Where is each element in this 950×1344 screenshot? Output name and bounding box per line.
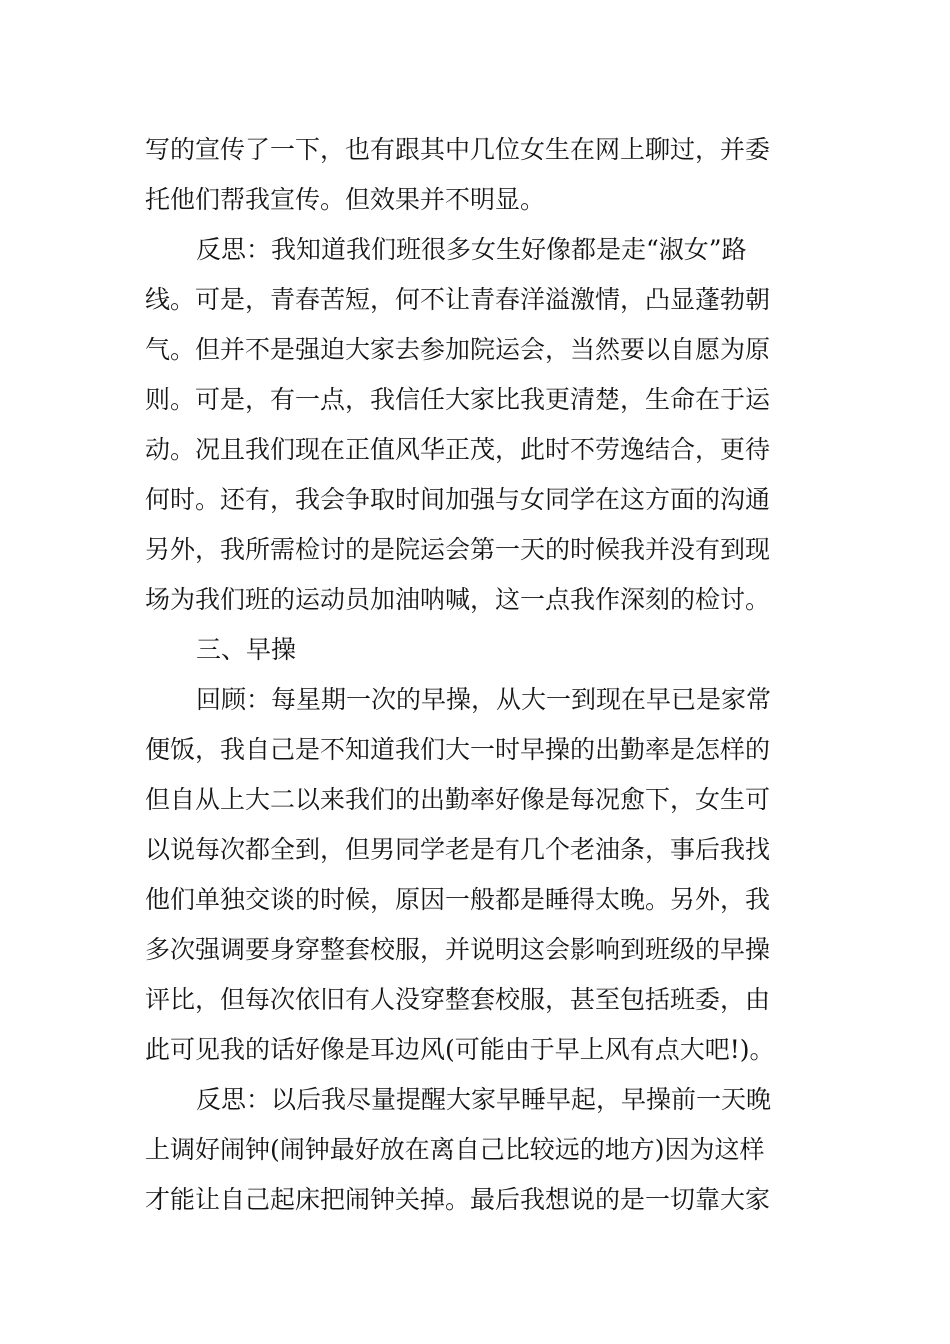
text-line: 上调好闹钟(闹钟最好放在离自己比较远的地方)因为这样	[145, 1135, 765, 1164]
text-line: 便饭，我自己是不知道我们大一时早操的出勤率是怎样的	[145, 735, 771, 764]
paragraph-first-line: 反思：我知道我们班很多女生好像都是走“淑女”路	[196, 235, 747, 264]
text-line: 场为我们班的运动员加油呐喊，这一点我作深刻的检讨。	[145, 585, 771, 614]
text-line: 另外，我所需检讨的是院运会第一天的时候我并没有到现	[145, 535, 771, 564]
text-line: 他们单独交谈的时候，原因一般都是睡得太晚。另外，我	[145, 885, 771, 914]
text-line: 线。可是，青春苦短，何不让青春洋溢激情，凸显蓬勃朝	[145, 285, 771, 314]
text-line: 以说每次都全到，但男同学老是有几个老油条，事后我找	[145, 835, 771, 864]
text-line: 才能让自己起床把闹钟关掉。最后我想说的是一切靠大家	[145, 1185, 771, 1214]
text-line: 托他们帮我宣传。但效果并不明显。	[145, 185, 546, 214]
text-line: 何时。还有，我会争取时间加强与女同学在这方面的沟通	[145, 485, 771, 514]
text-line: 评比，但每次依旧有人没穿整套校服，甚至包括班委，由	[145, 985, 771, 1014]
paragraph-first-line: 回顾：每星期一次的早操，从大一到现在早已是家常	[196, 685, 772, 714]
text-line: 则。可是，有一点，我信任大家比我更清楚，生命在于运	[145, 385, 771, 414]
text-line: 多次强调要身穿整套校服，并说明这会影响到班级的早操	[145, 935, 771, 964]
text-line: 写的宣传了一下，也有跟其中几位女生在网上聊过，并委	[145, 135, 771, 164]
text-line: 但自从上大二以来我们的出勤率好像是每况愈下，女生可	[145, 785, 771, 814]
text-line: 动。况且我们现在正值风华正茂，此时不劳逸结合，更待	[145, 435, 771, 464]
paragraph-first-line: 反思：以后我尽量提醒大家早睡早起，早操前一天晚	[196, 1085, 772, 1114]
text-line: 气。但并不是强迫大家去参加院运会，当然要以自愿为原	[145, 335, 771, 364]
section-heading: 三、早操	[196, 635, 297, 664]
text-line: 此可见我的话好像是耳边风(可能由于早上风有点大吧!)。	[145, 1035, 775, 1064]
